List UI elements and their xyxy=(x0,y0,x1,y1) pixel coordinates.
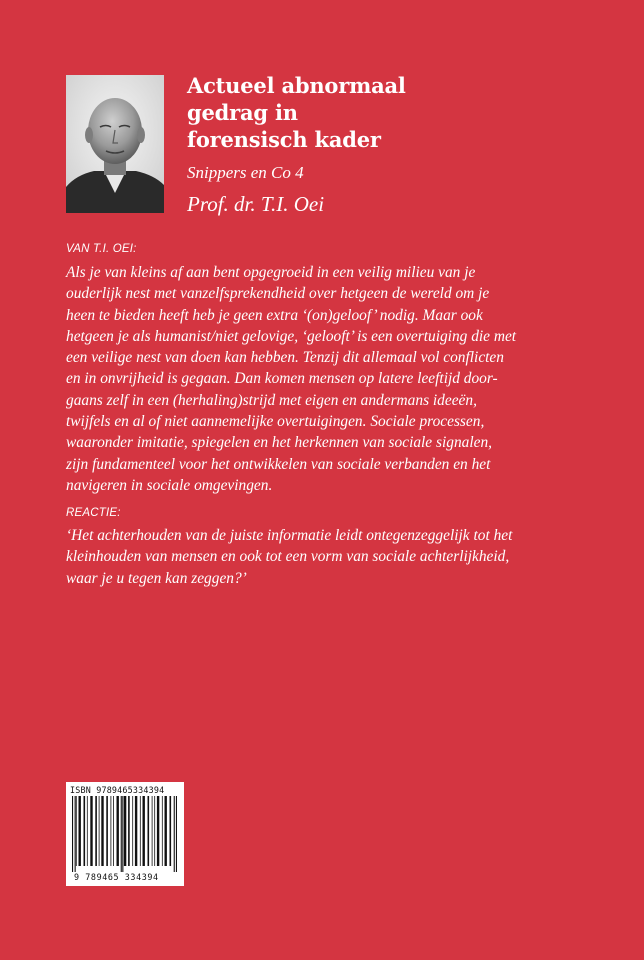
barcode-bar xyxy=(162,796,163,866)
barcode-bar xyxy=(135,796,137,866)
barcode-bar xyxy=(157,796,159,866)
barcode-bar xyxy=(148,796,150,866)
barcode-bar xyxy=(111,796,112,866)
barcode-bar xyxy=(152,796,153,866)
book-subtitle: Snippers en Co 4 xyxy=(187,163,304,182)
barcode-bar xyxy=(124,796,126,866)
blurb-line: een veilige nest van doen kan hebben. Tenzij dit allemaal vol conflicten xyxy=(66,349,504,367)
blurb-line: en in onvrijheid is gegaan. Dan komen mensen op latere leeftijd door- xyxy=(66,370,498,388)
barcode-bar xyxy=(87,796,88,866)
barcode-bar xyxy=(117,796,119,866)
author-photo xyxy=(66,75,164,213)
barcode-bar xyxy=(84,796,86,866)
barcode-bar xyxy=(170,796,172,866)
reactie-line: kleinhouden van mensen en ook tot een vorm van sociale achterlijkheid, xyxy=(66,548,510,566)
reactie-line: waar je u tegen kan zeggen?’ xyxy=(66,569,247,587)
barcode-bar xyxy=(79,796,81,866)
blurb-line: navigeren in sociale omgevingen. xyxy=(66,476,273,494)
barcode-bar xyxy=(75,796,76,872)
blurb-line: ouderlijk nest met vanzelfsprekendheid over hetgeen de wereld om je xyxy=(66,285,490,303)
barcode-bar xyxy=(99,796,100,866)
barcode-bar xyxy=(106,796,108,866)
barcode-bar xyxy=(143,796,145,866)
barcode-bar xyxy=(72,796,73,872)
blurb-line: gaans zelf in een (herhaling)strijd met eigen en andermans ideeën, xyxy=(66,391,477,409)
barcode-bar xyxy=(140,796,141,866)
barcode-bar xyxy=(176,796,177,872)
isbn-label: ISBN 9789465334394 xyxy=(70,785,165,795)
reactie-line: ‘Het achterhouden van de juiste informatie leidt ontegenzeggelijk tot het xyxy=(66,527,513,544)
barcode-bar xyxy=(95,796,97,866)
book-title-line: forensisch kader xyxy=(187,127,381,152)
blurb-line: zijn fundamenteel voor het ontwikkelen van sociale verbanden en het xyxy=(66,455,491,473)
barcode-bar xyxy=(122,796,123,872)
section-label-van: VAN T.I. OEI: xyxy=(66,243,137,255)
isbn-barcode xyxy=(66,782,184,886)
title-block xyxy=(187,72,587,216)
barcode-bar xyxy=(76,796,77,866)
barcode-bar xyxy=(121,796,122,872)
section-label-reactie: REACTIE: xyxy=(66,507,121,519)
blurb-line: heen te bieden heeft heb je geen extra ‘(on)geloof’ nodig. Maar ook xyxy=(66,306,483,324)
blurb-line: Als je van kleins af aan bent opgegroeid in een veilig milieu van je xyxy=(66,264,476,281)
barcode-bar xyxy=(113,796,114,866)
blurb-line: hetgeen je als humanist/niet gelovige, ‘gelooft’ is een overtuiging die met xyxy=(66,327,517,345)
blurb-text xyxy=(66,262,586,496)
barcode-bar xyxy=(90,796,92,866)
barcode-bar xyxy=(174,796,175,872)
book-title-line: Actueel abnormaal xyxy=(187,73,406,98)
blurb-line: waaronder imitatie, spiegelen en het herkennen van sociale signalen, xyxy=(66,434,492,452)
reactie-text xyxy=(66,525,586,589)
barcode-bar xyxy=(165,796,167,866)
isbn-digits: 9 789465 334394 xyxy=(74,872,159,882)
barcode-bar xyxy=(128,796,130,866)
barcode-bars xyxy=(72,796,178,872)
barcode-bar xyxy=(132,796,133,866)
barcode-bar xyxy=(101,796,103,866)
book-title xyxy=(187,72,587,153)
barcode-bar xyxy=(154,796,155,866)
author-portrait-image xyxy=(66,75,164,213)
author-name: Prof. dr. T.I. Oei xyxy=(187,192,325,216)
book-title-line: gedrag in xyxy=(187,100,298,125)
blurb-line: twijfels en al of niet aannemelijke overtuigingen. Sociale processen, xyxy=(66,413,485,431)
